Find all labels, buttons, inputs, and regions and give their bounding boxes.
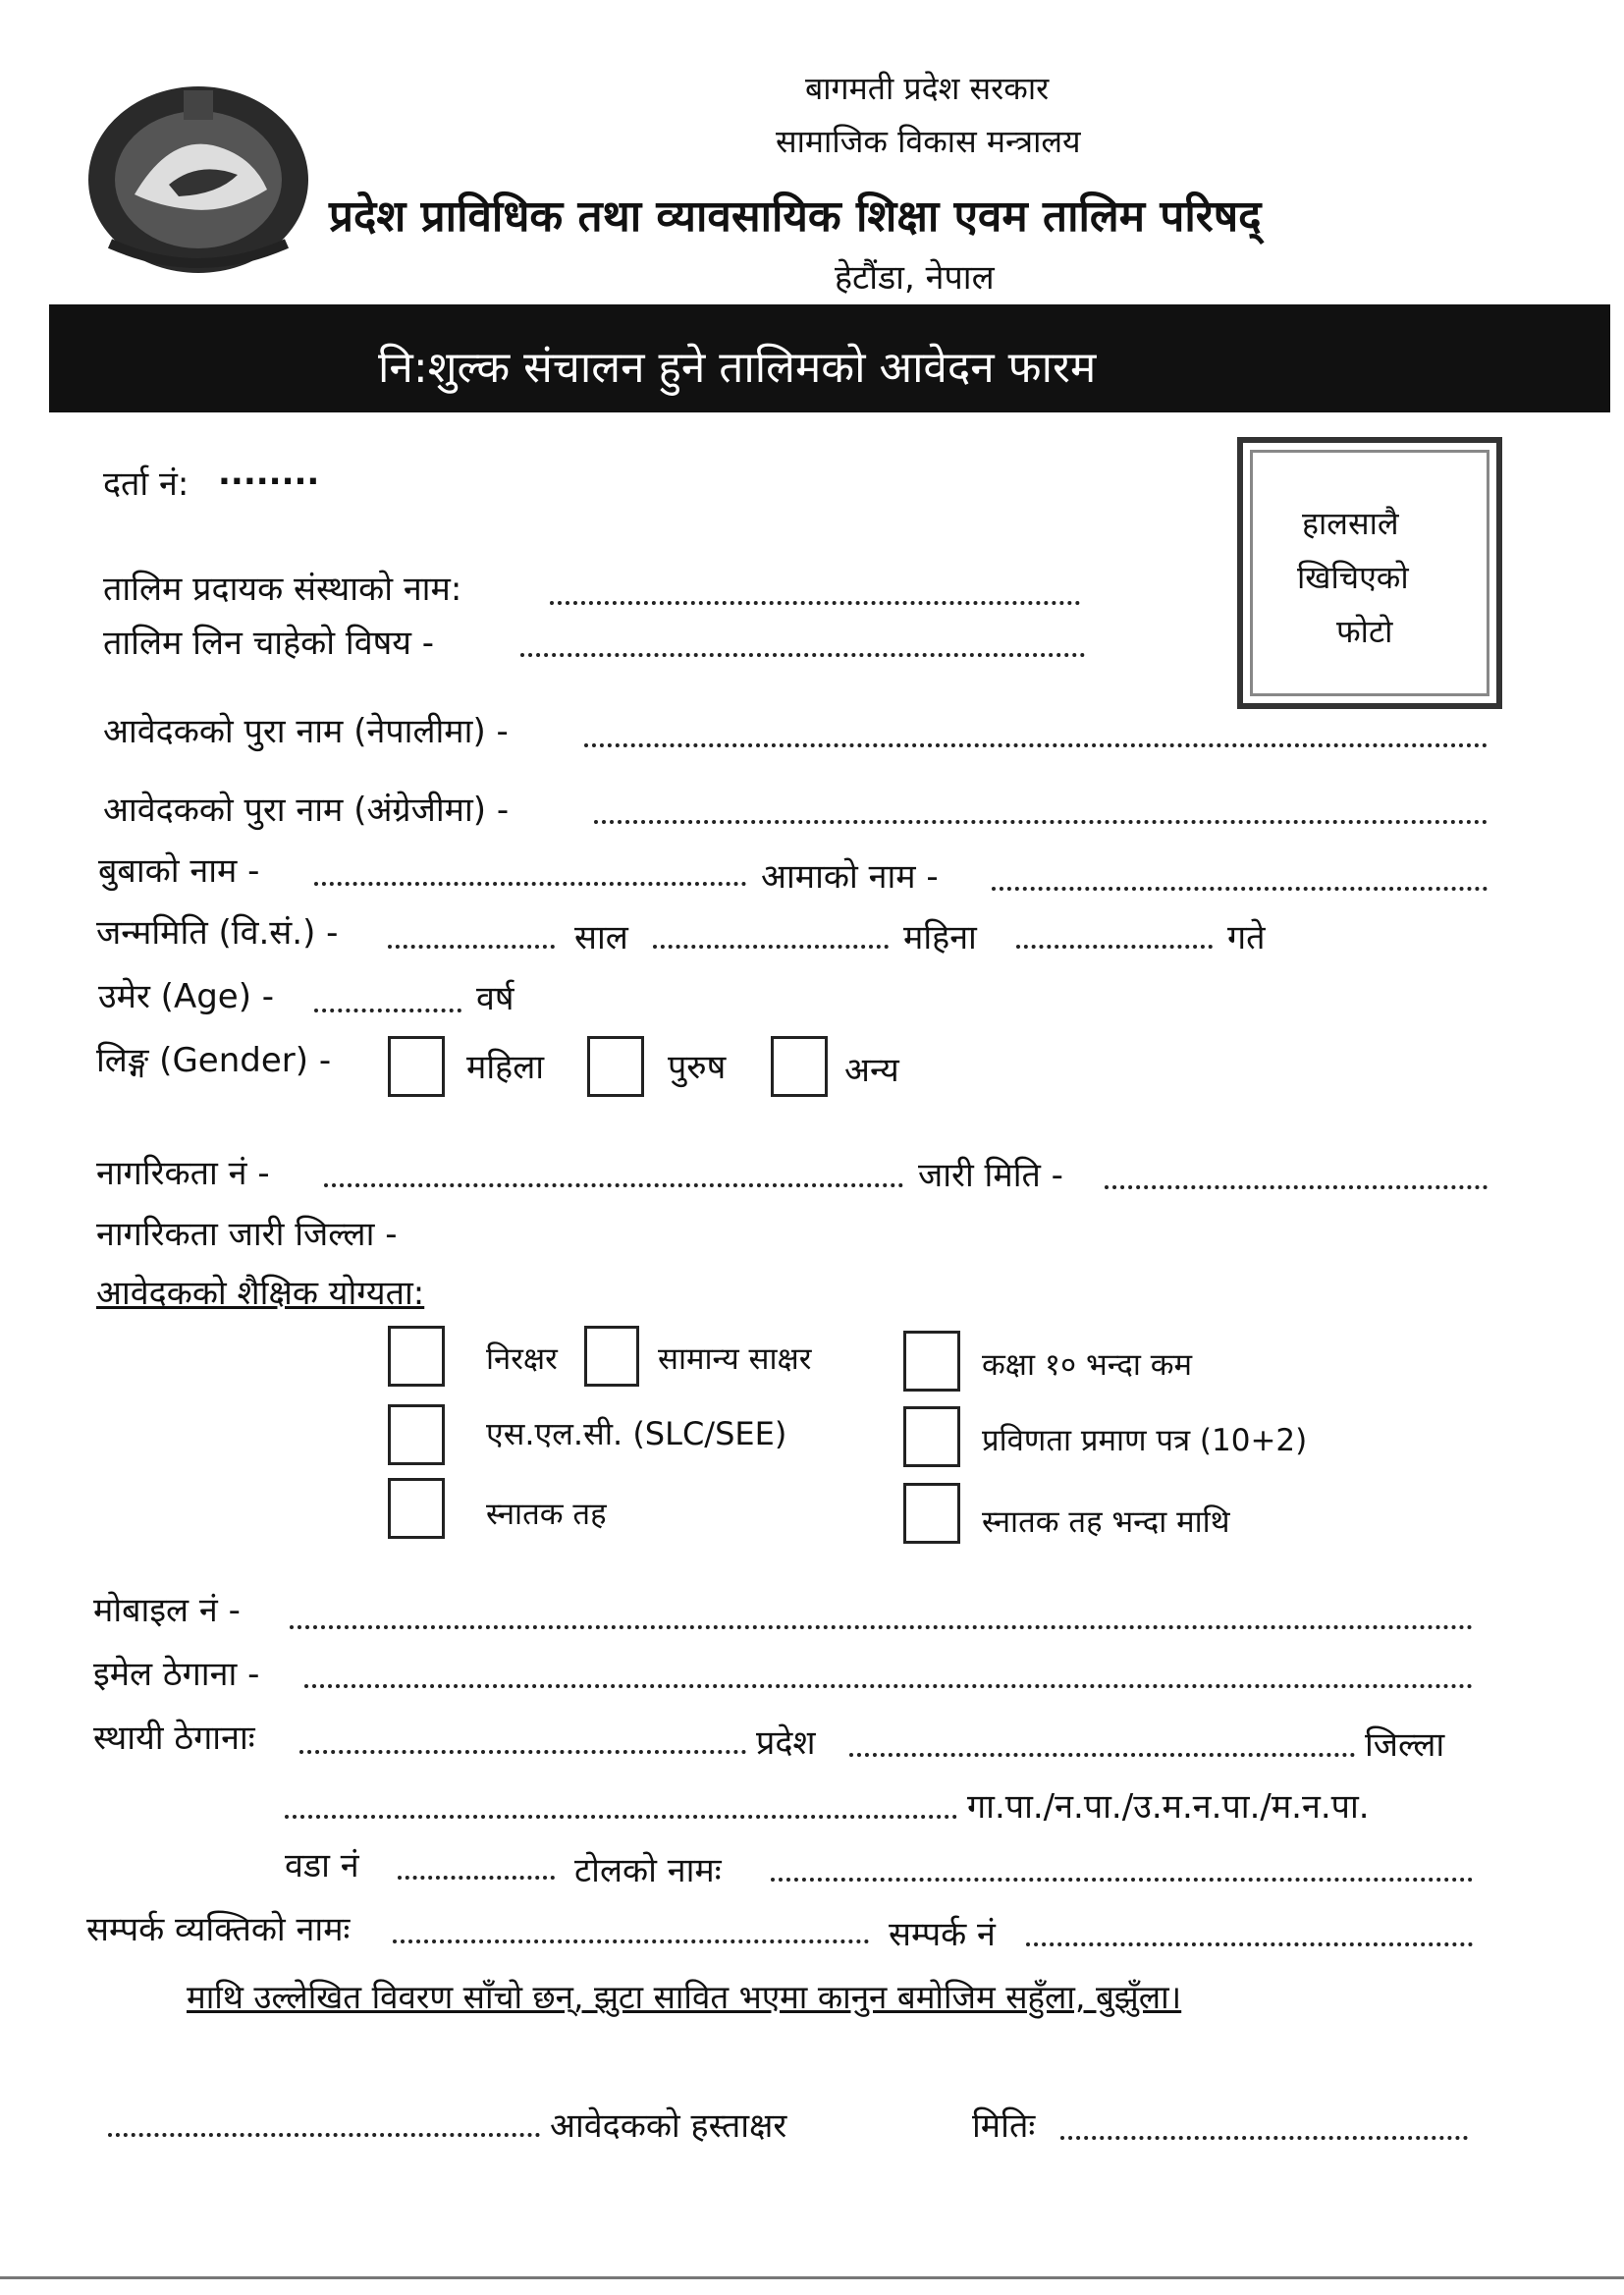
signature-input[interactable] [108,2133,540,2137]
issue-date-input[interactable] [1105,1185,1488,1189]
subject-input[interactable] [520,653,1085,657]
slc-checkbox[interactable] [388,1404,445,1465]
literate-checkbox[interactable] [584,1326,639,1387]
gender-label: लिङ्ग (Gender) - [96,1041,332,1080]
darta-no-label: दर्ता नं: [103,464,189,504]
dob-year-input[interactable] [388,945,555,949]
municipality-input[interactable] [285,1815,957,1819]
header-line1: बागमती प्रदेश सरकार [805,70,1050,107]
header-line2: सामाजिक विकास मन्त्रालय [776,123,1081,160]
district-label: जिल्ला [1365,1725,1445,1765]
illiterate-label: निरक्षर [486,1341,558,1377]
gender-other-label: अन्य [844,1051,899,1090]
emblem-icon [81,77,316,278]
title-banner [49,304,1610,412]
name-nepali-label: आवेदकको पुरा नाम (नेपालीमा) - [103,712,509,751]
institute-name-input[interactable] [550,601,1080,605]
dob-day-label: गते [1227,918,1266,957]
photo-box-line3: फोटो [1336,613,1393,650]
issue-date-label: जारी मिति - [918,1156,1063,1195]
below-10-label: कक्षा १० भन्दा कम [982,1347,1193,1383]
date-input[interactable] [1060,2136,1468,2140]
literate-label: सामान्य साक्षर [658,1341,812,1377]
date-label: मितिः [972,2106,1036,2146]
bachelor-checkbox[interactable] [388,1478,445,1539]
gender-female-checkbox[interactable] [388,1036,445,1097]
declaration-text: माथि उल्लेखित विवरण साँचो छन्, झुटा सावित भएमा कानुन बमोजिम सहुँला, बुझुँला। [187,1978,1182,2016]
above-bachelor-label: स्नातक तह भन्दा माथि [982,1504,1230,1540]
father-name-label: बुबाको नाम - [98,851,260,891]
issue-district-label: नागरिकता जारी जिल्ला - [96,1215,398,1254]
photo-box-line1: हालसालै [1302,505,1399,542]
name-english-label: आवेदकको पुरा नाम (अंग्रेजीमा) - [103,791,510,830]
plus2-label: प्रविणता प्रमाण पत्र (10+2) [982,1423,1308,1458]
contact-person-label: सम्पर्क व्यक्तिको नामः [86,1910,351,1949]
dob-day-input[interactable] [1016,945,1213,949]
municipality-label: गा.पा./न.पा./उ.म.न.पा./म.न.पा. [967,1787,1370,1827]
age-unit: वर्ष [476,979,514,1018]
council-name: प्रदेश प्राविधिक तथा व्यावसायिक शिक्षा एवम तालिम परिषद् [329,191,1262,242]
address-input[interactable] [299,1750,746,1754]
province-label: प्रदेश [756,1723,816,1763]
gender-female-label: महिला [466,1048,545,1087]
below-10-checkbox[interactable] [903,1331,960,1392]
mobile-label: मोबाइल नं - [93,1591,241,1630]
tole-name-label: टोलको नामः [574,1851,722,1890]
bachelor-label: स्नातक तह [486,1497,607,1532]
banner-title: नि:शुल्क संचालन हुने तालिमको आवेदन फारम [378,343,1097,393]
gender-male-checkbox[interactable] [587,1036,644,1097]
email-input[interactable] [304,1684,1473,1688]
gender-male-label: पुरुष [668,1048,727,1087]
darta-no-value[interactable]: ........ [218,454,320,493]
contact-no-label: सम्पर्क नं [889,1915,996,1954]
ward-no-input[interactable] [398,1876,555,1880]
tole-name-input[interactable] [771,1878,1473,1882]
subject-label: तालिम लिन चाहेको विषय - [103,624,435,663]
header-location: हेटौंडा, नेपाल [835,258,995,298]
dob-month-label: महिना [903,918,977,957]
education-heading: आवेदकको शैक्षिक योग्यता: [96,1274,425,1313]
age-label: उमेर (Age) - [98,977,275,1016]
citizenship-no-label: नागरिकता नं - [96,1154,270,1193]
dob-label: जन्ममिति (वि.सं.) - [96,913,339,953]
citizenship-no-input[interactable] [324,1183,903,1187]
email-label: इमेल ठेगाना - [93,1655,260,1694]
institute-name-label: तालिम प्रदायक संस्थाको नाम: [103,570,462,609]
age-input[interactable] [314,1009,461,1012]
ward-no-label: वडा नं [285,1846,359,1885]
name-nepali-input[interactable] [584,743,1488,747]
mother-name-label: आमाको नाम - [761,857,939,897]
dob-year-label: साल [574,918,628,957]
bottom-edge-line [0,2276,1624,2279]
photo-box-line2: खिचिएको [1297,559,1409,596]
contact-no-input[interactable] [1026,1942,1473,1946]
mother-name-input[interactable] [992,887,1488,891]
signature-label: आवेदकको हस्ताक्षर [550,2106,787,2146]
mobile-input[interactable] [290,1625,1473,1629]
illiterate-checkbox[interactable] [388,1326,445,1387]
name-english-input[interactable] [594,820,1488,824]
above-bachelor-checkbox[interactable] [903,1483,960,1544]
gender-other-checkbox[interactable] [771,1036,828,1097]
contact-person-input[interactable] [393,1940,869,1943]
slc-label: एस.एल.सी. (SLC/SEE) [486,1415,787,1452]
father-name-input[interactable] [314,882,746,886]
province-input[interactable] [849,1753,1355,1757]
photo-box [1237,437,1502,709]
plus2-checkbox[interactable] [903,1406,960,1467]
dob-month-input[interactable] [653,945,889,949]
permanent-address-label: स्थायी ठेगानाः [93,1719,255,1758]
